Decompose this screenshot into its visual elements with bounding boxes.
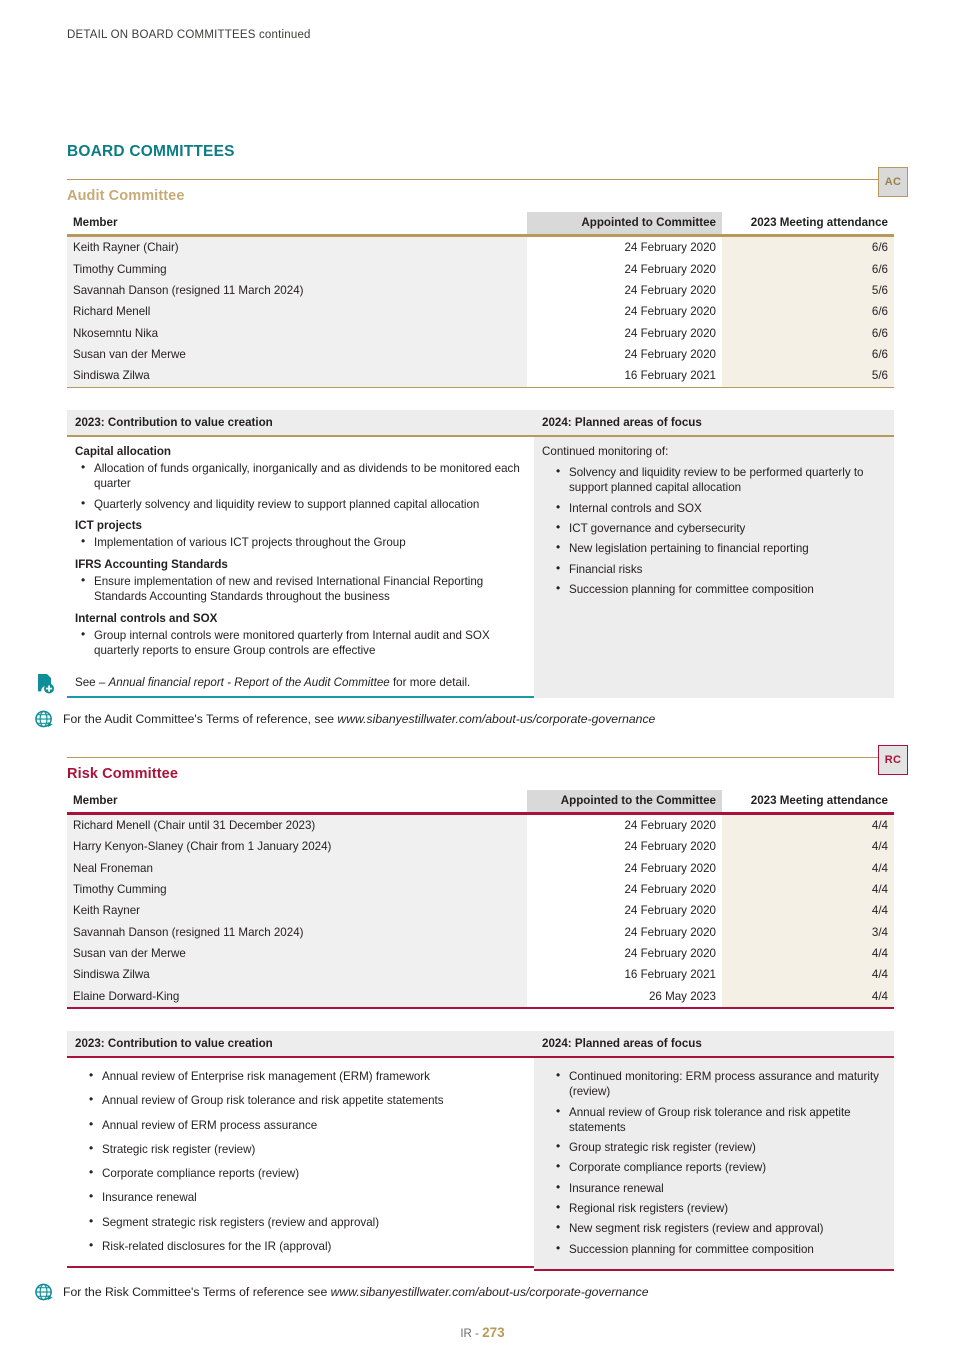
table-row — [67, 323, 894, 344]
see-italic-ref: Annual financial report - Report of the Audit Committee — [108, 675, 390, 689]
risk-right-panel-rule — [534, 1269, 894, 1271]
focus-intro: Continued monitoring of: — [542, 444, 669, 458]
risk-committee-block — [63, 753, 902, 1302]
risk-terms-of-reference-row[interactable] — [35, 1283, 894, 1302]
page-title: BOARD COMMITTEES — [67, 143, 235, 160]
cell-member: Sindiswa Zilwa — [67, 964, 527, 985]
cell-member: Neal Froneman — [67, 857, 527, 878]
list-item: • Group strategic risk register (review) — [542, 1140, 880, 1155]
cell-appointed: 24 February 2020 — [527, 922, 722, 943]
bullet-list-ict-projects — [75, 535, 524, 550]
list-item: • Annual review of Enterprise risk management (ERM) framework — [75, 1069, 524, 1084]
list-item: • Succession planning for committee composition — [542, 582, 880, 597]
table-row — [67, 879, 894, 900]
table-row — [67, 900, 894, 921]
subheading-internal-controls: Internal controls and SOX — [75, 611, 218, 625]
ref-prefix: For the Risk Committee's Terms of reference see — [63, 1285, 331, 1300]
cell-appointed: 24 February 2020 — [527, 280, 722, 301]
cell-appointed: 24 February 2020 — [527, 836, 722, 857]
list-item: • Insurance renewal — [75, 1190, 524, 1205]
table-row — [67, 943, 894, 964]
table-row — [67, 280, 894, 301]
cell-appointed: 24 February 2020 — [527, 301, 722, 322]
cell-member: Susan van der Merwe — [67, 943, 527, 964]
audit-contribution-panel — [67, 410, 534, 698]
risk-committee-header — [67, 753, 902, 783]
audit-members-table — [67, 212, 894, 388]
table-row — [67, 236, 894, 259]
table-row — [67, 365, 894, 387]
cell-attendance: 6/6 — [722, 258, 894, 279]
cell-attendance: 4/4 — [722, 836, 894, 857]
cell-appointed: 24 February 2020 — [527, 857, 722, 878]
cell-attendance: 6/6 — [722, 236, 894, 259]
panel-title: 2023: Contribution to value creation — [67, 410, 534, 437]
panel-title: 2023: Contribution to value creation — [67, 1031, 534, 1058]
cell-member: Keith Rayner — [67, 900, 527, 921]
audit-left-panel-rule — [67, 696, 534, 698]
ref-url[interactable]: www.sibanyestillwater.com/about-us/corporate-governance — [330, 1285, 649, 1300]
cell-appointed: 24 February 2020 — [527, 813, 722, 836]
audit-committee-badge: AC — [878, 167, 908, 197]
risk-focus-panel — [534, 1031, 894, 1271]
table-row — [67, 301, 894, 322]
audit-members-body — [67, 236, 894, 388]
cell-appointed: 26 May 2023 — [527, 986, 722, 1008]
list-item: • Succession planning for committee composition — [542, 1242, 880, 1257]
audit-terms-text — [63, 712, 655, 726]
list-item: • Corporate compliance reports (review) — [75, 1166, 524, 1181]
list-item: • Regional risk registers (review) — [542, 1201, 880, 1216]
cell-member: Timothy Cumming — [67, 258, 527, 279]
globe-link-icon — [35, 1283, 54, 1302]
table-row — [67, 344, 894, 365]
cell-member: Richard Menell — [67, 301, 527, 322]
list-item: • Implementation of various ICT projects throughout the Group — [75, 535, 524, 550]
table-header-row — [67, 790, 894, 814]
cell-attendance: 5/6 — [722, 280, 894, 301]
list-item: • Corporate compliance reports (review) — [542, 1160, 880, 1175]
cell-attendance: 5/6 — [722, 365, 894, 387]
page-content — [63, 143, 902, 1302]
list-item: • New segment risk registers (review and approval) — [542, 1221, 880, 1236]
list-item: • Segment strategic risk registers (review and approval) — [75, 1215, 524, 1230]
audit-panels — [67, 410, 894, 698]
document-plus-icon — [35, 672, 55, 694]
list-item: • Annual review of Group risk tolerance and risk appetite statements — [542, 1105, 880, 1136]
cell-appointed: 24 February 2020 — [527, 879, 722, 900]
list-item: • Continued monitoring: ERM process assurance and maturity (review) — [542, 1069, 880, 1100]
bullet-list-risk-contribution — [75, 1069, 524, 1254]
see-suffix: for more detail. — [389, 675, 471, 689]
risk-left-panel-rule — [67, 1266, 534, 1268]
list-item: • Financial risks — [542, 562, 880, 577]
audit-committee-block — [63, 176, 902, 729]
cell-attendance: 4/4 — [722, 943, 894, 964]
column-header-attendance: 2023 Meeting attendance — [722, 212, 894, 236]
risk-panels — [67, 1031, 894, 1271]
running-head: DETAIL ON BOARD COMMITTEES continued — [67, 29, 311, 41]
footer-prefix: IR - — [460, 1328, 483, 1340]
bullet-list-ifrs — [75, 574, 524, 605]
list-item: • Solvency and liquidity review to be performed quarterly to support planned capital allocation — [542, 465, 880, 496]
ref-prefix: For the Audit Committee's Terms of reference, see — [63, 712, 338, 727]
list-item: • Allocation of funds organically, inorganically and as dividends to be monitored each quarter — [75, 461, 524, 492]
cell-attendance: 4/4 — [722, 986, 894, 1008]
risk-committee-badge: RC — [878, 745, 908, 775]
column-header-member: Member — [67, 790, 527, 814]
cell-member: Sindiswa Zilwa — [67, 365, 527, 387]
cell-appointed: 24 February 2020 — [527, 258, 722, 279]
cell-member: Harry Kenyon-Slaney (Chair from 1 January 2024) — [67, 836, 527, 857]
cell-member: Savannah Danson (resigned 11 March 2024) — [67, 280, 527, 301]
risk-contribution-panel — [67, 1031, 534, 1271]
subheading-ict-projects: ICT projects — [75, 518, 142, 532]
cell-attendance: 4/4 — [722, 879, 894, 900]
panel-title: 2024: Planned areas of focus — [534, 410, 894, 437]
cell-attendance: 4/4 — [722, 964, 894, 985]
panel-body — [534, 1058, 894, 1269]
panel-body — [534, 437, 894, 609]
cell-attendance: 6/6 — [722, 344, 894, 365]
list-item: • Group internal controls were monitored quarterly from Internal audit and SOX quarterly reports to ensure Group controls are effective — [75, 628, 524, 659]
panel-title: 2024: Planned areas of focus — [534, 1031, 894, 1058]
bullet-list-risk-focus — [542, 1069, 880, 1257]
list-item: • ICT governance and cybersecurity — [542, 521, 880, 536]
table-header-row — [67, 212, 894, 236]
risk-members-body — [67, 813, 894, 1008]
list-item: • Ensure implementation of new and revised International Financial Reporting Standards Accounting Standards throughout the business — [75, 574, 524, 605]
list-item: • Risk-related disclosures for the IR (approval) — [75, 1239, 524, 1254]
bullet-list-focus — [542, 465, 880, 597]
list-item: • Quarterly solvency and liquidity review to support planned capital allocation — [75, 497, 524, 512]
risk-committee-name: Risk Committee — [67, 765, 178, 782]
audit-focus-panel — [534, 410, 894, 698]
cell-member: Nkosemntu Nika — [67, 323, 527, 344]
table-row — [67, 836, 894, 857]
audit-terms-of-reference-row[interactable] — [35, 710, 894, 729]
page-number: 273 — [482, 1325, 505, 1340]
cell-appointed: 24 February 2020 — [527, 236, 722, 259]
cell-appointed: 16 February 2021 — [527, 964, 722, 985]
globe-link-icon — [35, 710, 54, 729]
column-header-appointed: Appointed to the Committee — [527, 790, 722, 814]
table-row — [67, 964, 894, 985]
list-item: • Annual review of Group risk tolerance and risk appetite statements — [75, 1093, 524, 1108]
risk-terms-text — [63, 1285, 649, 1299]
cell-appointed: 24 February 2020 — [527, 323, 722, 344]
table-row — [67, 813, 894, 836]
cell-attendance: 6/6 — [722, 323, 894, 344]
subheading-ifrs: IFRS Accounting Standards — [75, 557, 228, 571]
audit-committee-name: Audit Committee — [67, 188, 185, 204]
bullet-list-internal-controls — [75, 628, 524, 659]
audit-committee-header — [67, 176, 902, 205]
list-item: • Annual review of ERM process assurance — [75, 1118, 524, 1133]
list-item: • Internal controls and SOX — [542, 501, 880, 516]
panel-body — [67, 1058, 534, 1266]
risk-members-table — [67, 790, 894, 1009]
cell-appointed: 24 February 2020 — [527, 900, 722, 921]
list-item: • New legislation pertaining to financial reporting — [542, 541, 880, 556]
cell-attendance: 4/4 — [722, 900, 894, 921]
cell-attendance: 3/4 — [722, 922, 894, 943]
cell-appointed: 24 February 2020 — [527, 943, 722, 964]
table-row — [67, 922, 894, 943]
subheading-capital-allocation: Capital allocation — [75, 444, 171, 458]
cell-attendance: 4/4 — [722, 813, 894, 836]
cell-attendance: 6/6 — [722, 301, 894, 322]
cell-appointed: 16 February 2021 — [527, 365, 722, 387]
panel-body — [67, 437, 534, 670]
cell-member: Timothy Cumming — [67, 879, 527, 900]
page-footer — [0, 1325, 965, 1340]
column-header-attendance: 2023 Meeting attendance — [722, 790, 894, 814]
ref-url[interactable]: www.sibanyestillwater.com/about-us/corporate-governance — [337, 712, 656, 727]
cell-member: Savannah Danson (resigned 11 March 2024) — [67, 922, 527, 943]
table-row — [67, 986, 894, 1008]
cell-member: Richard Menell (Chair until 31 December 2023) — [67, 813, 527, 836]
column-header-member: Member — [67, 212, 527, 236]
cell-appointed: 24 February 2020 — [527, 344, 722, 365]
table-row — [67, 857, 894, 878]
list-item: • Insurance renewal — [542, 1181, 880, 1196]
audit-see-reference — [67, 670, 534, 696]
bullet-list-capital-allocation — [75, 461, 524, 512]
cell-attendance: 4/4 — [722, 857, 894, 878]
cell-member: Elaine Dorward-King — [67, 986, 527, 1008]
table-row — [67, 258, 894, 279]
cell-member: Keith Rayner (Chair) — [67, 236, 527, 259]
cell-member: Susan van der Merwe — [67, 344, 527, 365]
column-header-appointed: Appointed to Committee — [527, 212, 722, 236]
see-prefix: See – — [75, 675, 109, 689]
list-item: • Strategic risk register (review) — [75, 1142, 524, 1157]
